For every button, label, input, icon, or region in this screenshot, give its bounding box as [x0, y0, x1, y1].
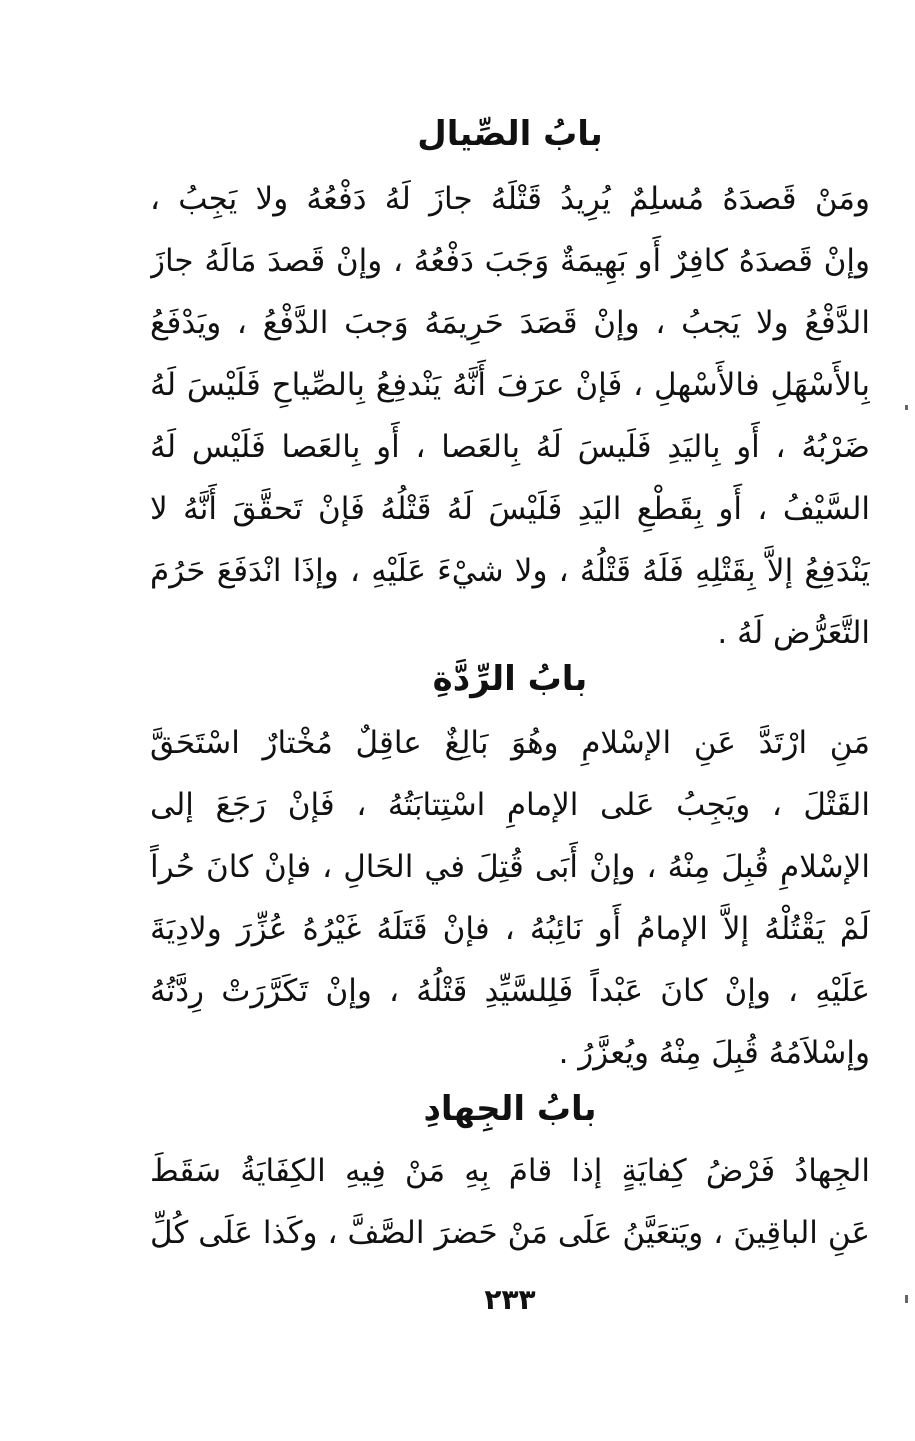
text-line: يَنْدَفِعُ إلاَّ بِقَتْلِهِ فَلَهُ قَتْلُهُ ، ولا شيْءَ عَلَيْهِ ، وإذَا انْدَفَعَ حَرُمَ	[150, 553, 870, 589]
text-line: الدَّفْعُ ولا يَجبُ ، وإنْ قَصَدَ حَرِيمَهُ وَجبَ الدَّفْعُ ، ويَدْفَعُ	[150, 305, 870, 341]
section-body-jihad	[150, 1140, 870, 1264]
section-heading-jihad: بابُ الجِهادِ	[423, 1089, 597, 1129]
section-body-ridda	[150, 712, 870, 1084]
text-line: بِالأَسْهَلِ فالأَسْهلِ ، فَإنْ عرَفَ أَنَّهُ يَنْدفِعُ بِالصِّياحِ فَلَيْسَ لَهُ	[150, 367, 870, 403]
text-line: وإنْ قَصدَهُ كافِرٌ أَو بَهِيمَةٌ وَجَبَ دَفْعُهُ ، وإنْ قَصدَ مَالَهُ جازَ	[150, 243, 870, 279]
text-line: التَّعَرُّض لَهُ .	[717, 615, 870, 651]
text-line: عَلَيْهِ ، وإنْ كانَ عَبْداً فَلِلسَّيِّدِ قَتْلُهُ ، وإنْ تَكَرَّرَتْ رِدَّتُهُ	[150, 973, 870, 1009]
section-heading-ridda: بابُ الرِّدَّةِ	[432, 659, 588, 699]
text-line: القَتْلَ ، ويَجِبُ عَلى الإمامِ اسْتِتابَتُهُ ، فَإنْ رَجَعَ إلى	[150, 787, 870, 823]
text-line: السَّيْفُ ، أَو بِقَطْعِ اليَدِ فَلَيْسَ لَهُ قَتْلُهُ فَإنْ تَحقَّقَ أَنَّهُ لا	[150, 491, 870, 527]
text-line: وإسْلاَمُهُ قُبِلَ مِنْهُ ويُعزَّرُ .	[558, 1035, 870, 1071]
text-line: ضَرْبُهُ ، أَو بِاليَدِ فَلَيسَ لَهُ بِالعَصا ، أَو بِالعَصا فَلَيْس لَهُ	[150, 429, 870, 465]
text-line: عَنِ الباقِينَ ، ويَتعَيَّنُ عَلَى مَنْ حَضرَ الصَّفَّ ، وكَذا عَلَى كُلِّ	[150, 1215, 870, 1251]
text-line: الإسْلامِ قُبِلَ مِنْهُ ، وإنْ أَبَى قُتِلَ في الحَالِ ، فإنْ كانَ حُراً	[150, 849, 870, 885]
scan-edge-mark	[905, 405, 908, 410]
text-line: ومَنْ قَصدَهُ مُسلِمٌ يُرِيدُ قَتْلَهُ جازَ لَهُ دَفْعُهُ ولا يَجِبُ ،	[150, 181, 870, 217]
text-line: الجِهادُ فَرْضُ كِفايَةٍ إذا قامَ بِهِ مَنْ فِيهِ الكِفَايَةُ سَقَطَ	[150, 1153, 870, 1189]
text-line: مَنِ ارْتَدَّ عَنِ الإسْلامِ وهُوَ بَالِغٌ عاقِلٌ مُخْتارٌ اسْتَحَقَّ	[150, 725, 870, 761]
section-heading-siyal: بابُ الصِّيال	[417, 114, 603, 154]
page-number: ٢٣٣	[484, 1283, 536, 1316]
scan-edge-mark	[905, 1295, 908, 1303]
section-body-siyal	[150, 168, 870, 664]
text-line: لَمْ يَقْتُلْهُ إلاَّ الإمامُ أَو نَائِبُهُ ، فإنْ قَتَلَهُ غَيْرُهُ عُزِّرَ ولادِيَةَ	[150, 911, 870, 947]
